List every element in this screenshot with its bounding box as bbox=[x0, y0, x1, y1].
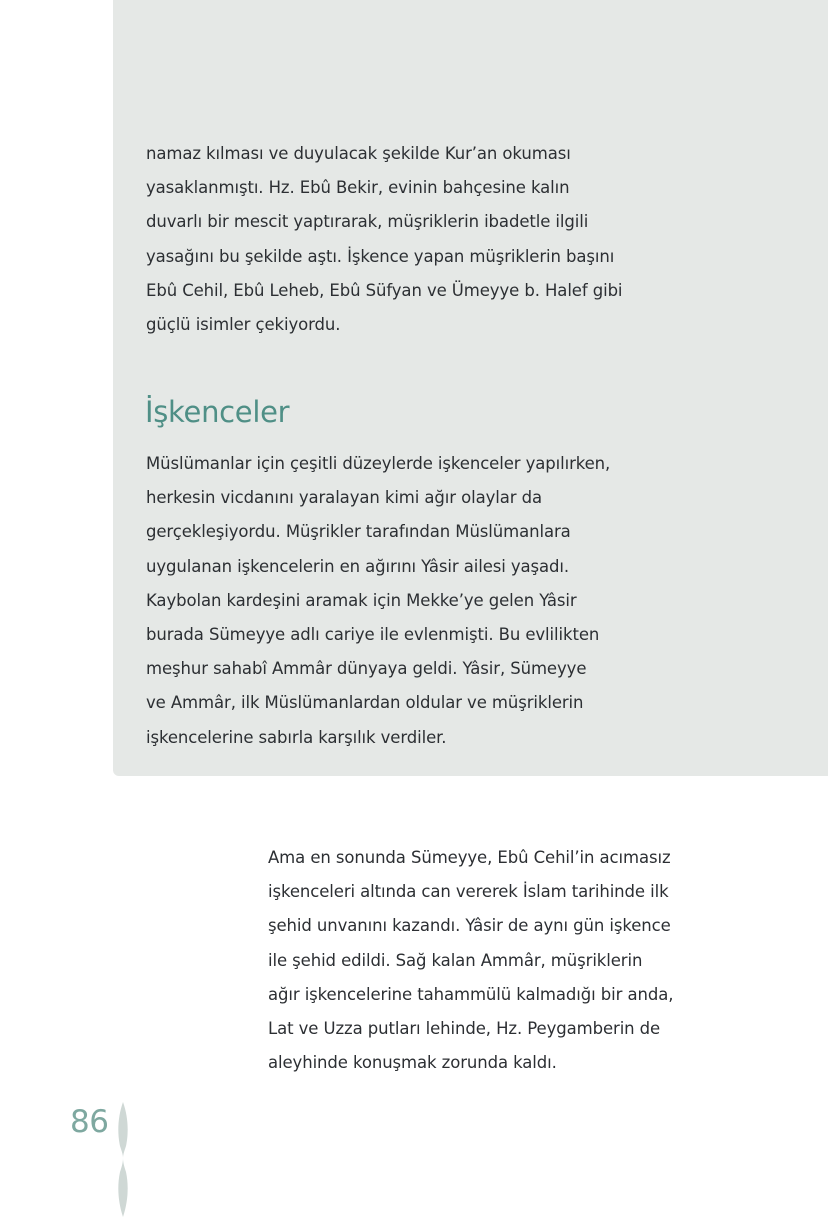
text-line: aleyhinde konuşmak zorunda kaldı. bbox=[268, 1053, 557, 1073]
text-line: ağır işkencelerine tahammülü kalmadığı bir anda, bbox=[268, 984, 674, 1004]
text-line: güçlü isimler çekiyordu. bbox=[146, 315, 341, 335]
paragraph-intro bbox=[146, 137, 666, 342]
text-line: Lat ve Uzza putları lehinde, Hz. Peygamberin de bbox=[268, 1019, 661, 1039]
text-line: ve Ammâr, ilk Müslümanlardan oldular ve müşriklerin bbox=[146, 693, 584, 713]
text-line: meşhur sahabî Ammâr dünyaya geldi. Yâsir, Sümeyye bbox=[146, 659, 587, 679]
text-line: şehid unvanını kazandı. Yâsir de aynı gün işkence bbox=[268, 916, 671, 936]
text-line: ile şehid edildi. Sağ kalan Ammâr, müşriklerin bbox=[268, 950, 643, 970]
paragraph-sumeyye bbox=[268, 841, 708, 1080]
text-line: işkencelerine sabırla karşılık verdiler. bbox=[146, 727, 447, 747]
text-line: namaz kılması ve duyulacak şekilde Kur’an okuması bbox=[146, 144, 571, 163]
section-heading: İşkenceler bbox=[145, 395, 290, 429]
text-line: Ama en sonunda Sümeyye, Ebû Cehil’in acımasız bbox=[268, 848, 671, 867]
text-line: Ebû Cehil, Ebû Leheb, Ebû Süfyan ve Ümeyye b. Halef gibi bbox=[146, 280, 623, 300]
text-line: işkenceleri altında can vererek İslam tarihinde ilk bbox=[268, 882, 669, 902]
text-line: herkesin vicdanını yaralayan kimi ağır olaylar da bbox=[146, 488, 542, 508]
text-line: uygulanan işkencelerin en ağırını Yâsir ailesi yaşadı. bbox=[146, 556, 570, 576]
text-line: gerçekleşiyordu. Müşrikler tarafından Müslümanlara bbox=[146, 522, 571, 542]
text-line: yasağını bu şekilde aştı. İşkence yapan müşriklerin başını bbox=[146, 246, 615, 266]
teardrop-ornament-icon bbox=[113, 1102, 133, 1217]
page-number: 86 bbox=[70, 1104, 109, 1140]
text-line: yasaklanmıştı. Hz. Ebû Bekir, evinin bahçesine kalın bbox=[146, 178, 570, 198]
paragraph-iskenceler bbox=[146, 447, 666, 755]
text-line: burada Sümeyye adlı cariye ile evlenmişti. Bu evlilikten bbox=[146, 625, 600, 645]
text-line: Müslümanlar için çeşitli düzeylerde işkenceler yapılırken, bbox=[146, 454, 611, 473]
text-line: duvarlı bir mescit yaptırarak, müşriklerin ibadetle ilgili bbox=[146, 212, 589, 232]
text-line: Kaybolan kardeşini aramak için Mekke’ye gelen Yâsir bbox=[146, 590, 577, 610]
